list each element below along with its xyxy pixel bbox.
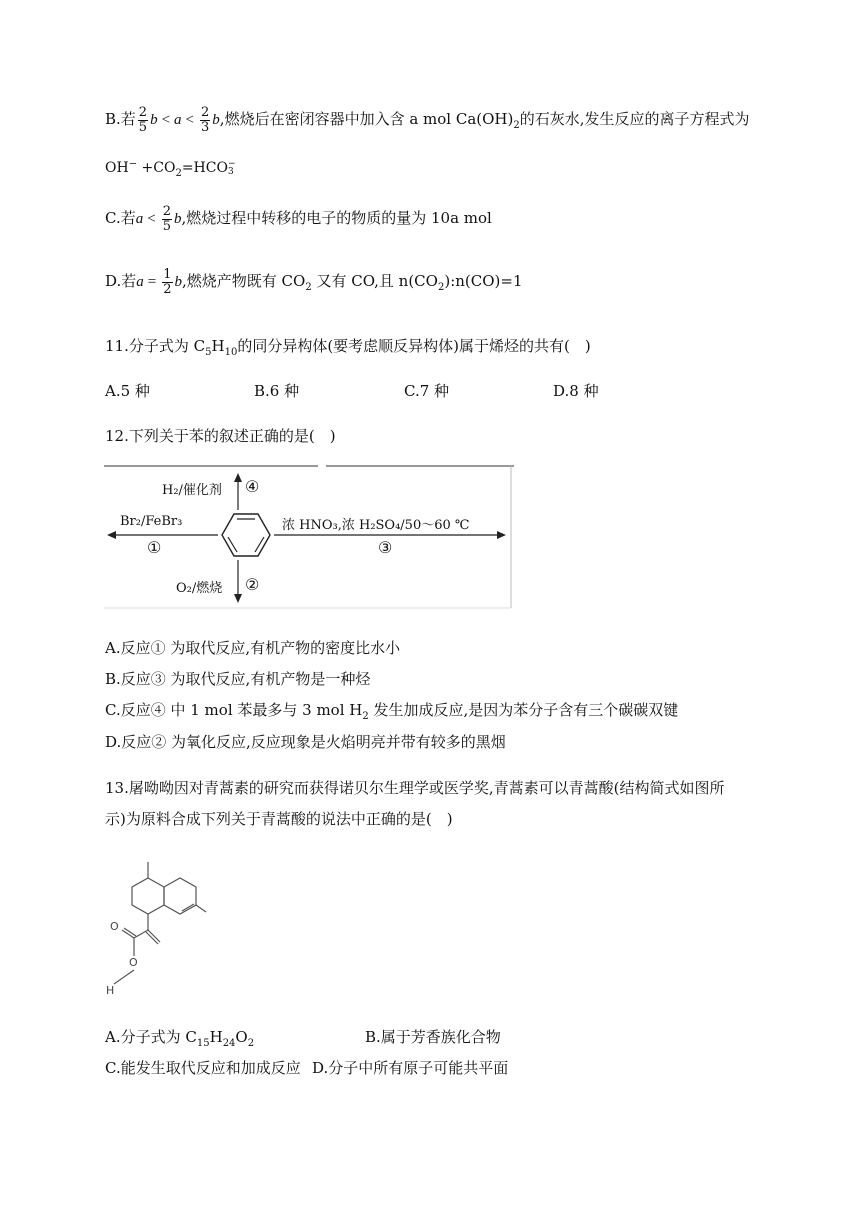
q12-option-d[interactable]: D.反应② 为氧化反应,反应现象是火焰明亮并带有较多的黑烟 <box>105 733 506 751</box>
reaction-1-number: ① <box>147 538 162 557</box>
q12-option-b[interactable]: B.反应③ 为取代反应,有机产物是一种烃 <box>105 670 371 688</box>
reaction-2-number: ② <box>245 575 260 594</box>
q10-option-b: B.若 $\frac{2}{5}$ b < a < $\frac{2}{3}$ b,燃烧后在密闭容器中加入含 a mol $Ca(OH)_2$的石灰水,发生反应的离子方程式为 <box>105 105 750 135</box>
q12-stem: 12.下列关于苯的叙述正确的是( ) <box>105 427 336 445</box>
fraction-2-3: $\frac{2}{3}$ <box>201 105 210 135</box>
fraction-2-5: $\frac{2}{5}$ <box>162 204 171 234</box>
benzene-ring-icon <box>222 514 270 556</box>
reaction-2-label: O₂/燃烧 <box>176 581 223 596</box>
reaction-3-number: ③ <box>378 538 393 557</box>
q13-stem-line1: 13.屠呦呦因对青蒿素的研究而获得诺贝尔生理学或医学奖,青蒿素可以青蒿酸(结构简式如图所 <box>105 779 725 797</box>
fraction-1-2: $\frac{1}{2}$ <box>163 267 172 297</box>
fraction-2-5: $\frac{2}{5}$ <box>138 105 148 135</box>
reaction-4-label: H₂/催化剂 <box>162 483 222 498</box>
artemisinic-acid-structure <box>100 852 220 1002</box>
hydrogen-label: H <box>106 984 115 997</box>
benzene-reaction-diagram <box>104 462 514 610</box>
q13-option-c[interactable]: C.能发生取代反应和加成反应 <box>105 1059 301 1077</box>
q13-stem-line2: 示)为原料合成下列关于青蒿酸的说法中正确的是( ) <box>105 810 453 828</box>
reaction-1-label: Br₂/FeBr₃ <box>120 514 183 529</box>
q11-option-d[interactable]: D.8 种 <box>553 382 599 400</box>
q11-option-a[interactable]: A.5 种 <box>105 382 150 400</box>
reaction-3-label: 浓 HNO₃,浓 H₂SO₄/50～60 ℃ <box>282 518 470 533</box>
q10-b-prefix: B.若 <box>105 110 136 129</box>
oxygen-carbonyl-label: O <box>110 920 119 933</box>
q10-option-d: D.若a = $\frac{1}{2}$ b,燃烧产物既有 $CO_2$ 又有 CO,且 $n(CO_2):n(CO)=1$ <box>105 267 523 297</box>
q12-option-a[interactable]: A.反应① 为取代反应,有机产物的密度比水小 <box>105 639 401 657</box>
q11-option-b[interactable]: B.6 种 <box>254 382 300 400</box>
q13-option-a[interactable]: A.分子式为 $C_{15}H_{24}O_2$ <box>105 1028 255 1049</box>
q13-option-d[interactable]: D.分子中所有原子可能共平面 <box>312 1059 509 1077</box>
q11-stem: 11.分子式为 $C_5H_{10}$的同分异构体(要考虑顺反异构体)属于烯烃的共有( ) <box>105 337 591 358</box>
q11-option-c[interactable]: C.7 种 <box>404 382 450 400</box>
oxygen-hydroxyl-label: O <box>129 956 138 969</box>
q13-option-b[interactable]: B.属于芳香族化合物 <box>365 1028 501 1046</box>
q12-option-c[interactable]: C.反应④ 中 1 mol 苯最多与 3 mol $H_2$ 发生加成反应,是因为苯分子含有三个碳碳双键 <box>105 701 679 722</box>
reaction-4-number: ④ <box>245 477 260 496</box>
q10-option-c: C.若a < $\frac{2}{5}$ b,燃烧过程中转移的电子的物质的量为 10a mol <box>105 204 492 234</box>
q10-b-equation: $OH^- +CO_2=HCO$ − 3 <box>105 158 236 179</box>
